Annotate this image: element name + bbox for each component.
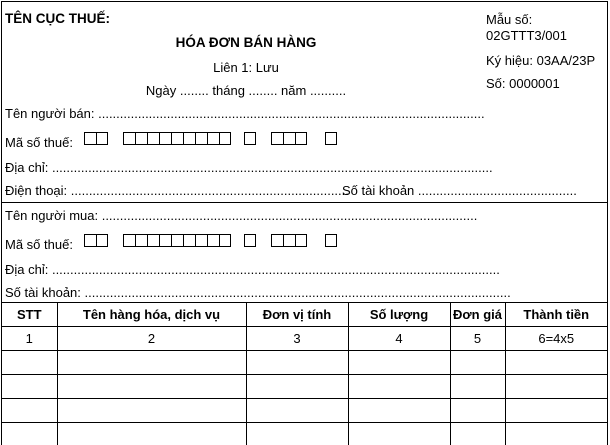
tax-digit-box[interactable] — [96, 234, 108, 247]
seller-account-field[interactable]: Số tài khoản ............................................ — [342, 183, 577, 198]
column-header-amount: Thành tiền — [505, 303, 607, 327]
tax-department-label: TÊN CỤC THUẾ: — [5, 11, 110, 26]
seller-tax-code-boxes-group-4[interactable] — [271, 132, 307, 145]
tax-digit-box[interactable] — [207, 234, 219, 247]
table-cell[interactable] — [246, 399, 348, 423]
table-cell[interactable] — [348, 351, 450, 375]
index-cell: 5 — [450, 327, 505, 351]
buyer-address-field[interactable]: Địa chỉ: ............................................................................................................................ — [5, 262, 500, 277]
tax-digit-box[interactable] — [147, 132, 159, 145]
tax-digit-box[interactable] — [195, 132, 207, 145]
tax-digit-box[interactable] — [135, 234, 147, 247]
section-divider — [2, 202, 607, 203]
buyer-tax-code-label: Mã số thuế: — [5, 237, 73, 252]
buyer-tax-code-boxes-group-5[interactable] — [325, 234, 337, 247]
tax-digit-box[interactable] — [283, 132, 295, 145]
table-cell[interactable] — [2, 375, 57, 399]
table-row[interactable] — [2, 351, 607, 375]
table-cell[interactable] — [505, 375, 607, 399]
tax-digit-box[interactable] — [325, 132, 337, 145]
invoice-sheet — [1, 1, 608, 445]
buyer-tax-code-boxes-group-3[interactable] — [244, 234, 256, 247]
table-cell[interactable] — [2, 423, 57, 445]
buyer-name-field[interactable]: Tên người mua: ........................................................................................................ — [5, 208, 478, 223]
seller-name-field[interactable]: Tên người bán: ........................................................................................................... — [5, 106, 485, 121]
table-cell[interactable] — [348, 375, 450, 399]
serial-symbol: Ký hiệu: 03AA/23P — [486, 53, 596, 68]
table-cell[interactable] — [505, 351, 607, 375]
seller-tax-code-label: Mã số thuế: — [5, 135, 73, 150]
table-row[interactable] — [2, 375, 607, 399]
column-header-item-name: Tên hàng hóa, dịch vụ — [57, 303, 246, 327]
table-cell[interactable] — [57, 375, 246, 399]
tax-digit-box[interactable] — [159, 234, 171, 247]
table-cell[interactable] — [246, 423, 348, 445]
table-cell[interactable] — [2, 399, 57, 423]
tax-digit-box[interactable] — [295, 132, 307, 145]
buyer-tax-code-boxes-group-2[interactable] — [123, 234, 231, 247]
tax-digit-box[interactable] — [147, 234, 159, 247]
column-header-unit-price: Đơn giá — [450, 303, 505, 327]
tax-digit-box[interactable] — [84, 132, 96, 145]
table-row[interactable] — [2, 423, 607, 445]
tax-digit-box[interactable] — [171, 234, 183, 247]
tax-digit-box[interactable] — [219, 132, 231, 145]
table-cell[interactable] — [450, 375, 505, 399]
table-cell[interactable] — [246, 351, 348, 375]
tax-digit-box[interactable] — [159, 132, 171, 145]
index-cell: 2 — [57, 327, 246, 351]
tax-digit-box[interactable] — [271, 234, 283, 247]
index-cell: 3 — [246, 327, 348, 351]
tax-digit-box[interactable] — [135, 132, 147, 145]
tax-digit-box[interactable] — [183, 234, 195, 247]
buyer-account-field[interactable]: Số tài khoản: ...................................................................................................................... — [5, 285, 511, 300]
tax-digit-box[interactable] — [271, 132, 283, 145]
seller-tax-code-boxes-group-2[interactable] — [123, 132, 231, 145]
table-cell[interactable] — [505, 399, 607, 423]
seller-tax-code-boxes-group-3[interactable] — [244, 132, 256, 145]
table-cell[interactable] — [246, 375, 348, 399]
table-cell[interactable] — [2, 351, 57, 375]
copy-label: Liên 1: Lưu — [213, 60, 279, 75]
tax-digit-box[interactable] — [123, 132, 135, 145]
table-row[interactable] — [2, 399, 607, 423]
index-cell: 6=4x5 — [505, 327, 607, 351]
table-cell[interactable] — [348, 399, 450, 423]
tax-digit-box[interactable] — [207, 132, 219, 145]
column-header-unit: Đơn vị tính — [246, 303, 348, 327]
tax-digit-box[interactable] — [295, 234, 307, 247]
table-cell[interactable] — [57, 423, 246, 445]
buyer-tax-code-boxes-group-4[interactable] — [271, 234, 307, 247]
table-cell[interactable] — [505, 423, 607, 445]
column-header-quantity: Số lượng — [348, 303, 450, 327]
tax-digit-box[interactable] — [183, 132, 195, 145]
table-cell[interactable] — [450, 423, 505, 445]
tax-digit-box[interactable] — [123, 234, 135, 247]
tax-digit-box[interactable] — [96, 132, 108, 145]
seller-phone-field[interactable]: Điện thoại: ............................................................................. — [5, 183, 349, 198]
form-number-code: 02GTTT3/001 — [486, 28, 567, 43]
table-cell[interactable] — [450, 399, 505, 423]
invoice-number: Số: 0000001 — [486, 76, 560, 91]
table-header-row — [2, 303, 607, 327]
tax-digit-box[interactable] — [171, 132, 183, 145]
buyer-tax-code-boxes-group-1[interactable] — [84, 234, 108, 247]
tax-digit-box[interactable] — [283, 234, 295, 247]
tax-digit-box[interactable] — [244, 132, 256, 145]
table-cell[interactable] — [450, 351, 505, 375]
items-table — [2, 302, 607, 445]
table-cell[interactable] — [57, 351, 246, 375]
tax-digit-box[interactable] — [84, 234, 96, 247]
date-line: Ngày ........ tháng ........ năm .......... — [145, 83, 347, 98]
index-cell: 1 — [2, 327, 57, 351]
table-cell[interactable] — [57, 399, 246, 423]
column-header-stt: STT — [2, 303, 57, 327]
invoice-title: HÓA ĐƠN BÁN HÀNG — [175, 35, 317, 50]
tax-digit-box[interactable] — [219, 234, 231, 247]
tax-digit-box[interactable] — [244, 234, 256, 247]
tax-digit-box[interactable] — [325, 234, 337, 247]
seller-tax-code-boxes-group-1[interactable] — [84, 132, 108, 145]
table-cell[interactable] — [348, 423, 450, 445]
seller-address-field[interactable]: Địa chỉ: .......................................................................................................................... — [5, 160, 493, 175]
index-cell: 4 — [348, 327, 450, 351]
tax-digit-box[interactable] — [195, 234, 207, 247]
seller-tax-code-boxes-group-5[interactable] — [325, 132, 337, 145]
form-number-label: Mẫu số: — [486, 12, 533, 27]
table-index-row — [2, 327, 607, 351]
